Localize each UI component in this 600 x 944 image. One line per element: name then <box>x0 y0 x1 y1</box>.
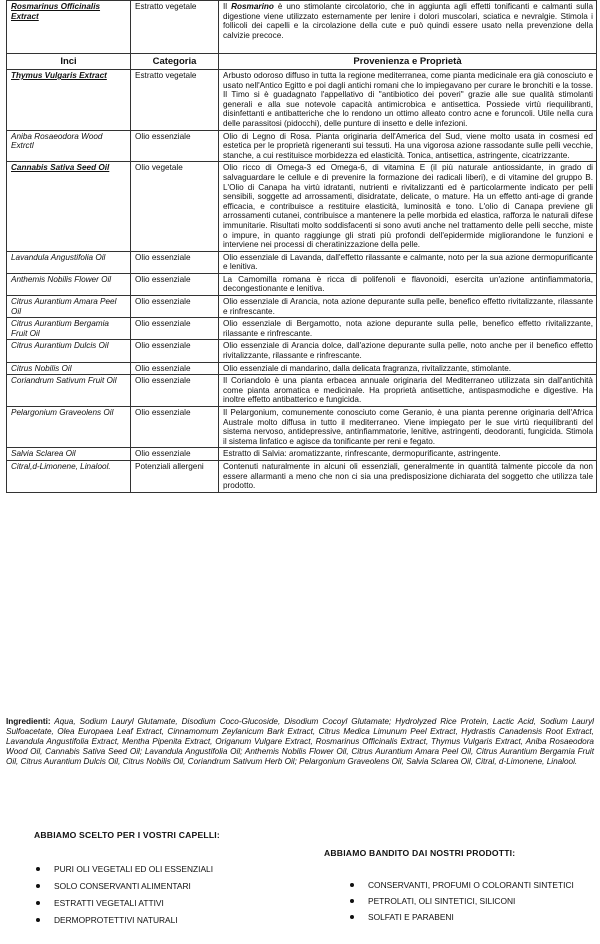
chosen-list <box>36 864 266 932</box>
description-cell: Olio essenziale di mandarino, dalla delicata fragranza, rivitalizzante, stimolante. <box>219 362 597 375</box>
ingredients-label: Ingredienti: <box>6 717 51 726</box>
ingredients-table <box>6 0 597 493</box>
bullet-icon <box>36 918 40 922</box>
inci-name: Lavandula Angustifolia Oil <box>7 251 131 273</box>
inci-name: Citrus Aurantium Amara Peel Oil <box>7 296 131 318</box>
banned-title: ABBIAMO BANDITO DAI NOSTRI PRODOTTI: <box>324 848 516 858</box>
list-item <box>350 912 582 922</box>
inci-name: Thymus Vulgaris Extract <box>7 70 131 131</box>
list-item-label: CONSERVANTI, PROFUMI O COLORANTI SINTETICI <box>368 880 574 890</box>
list-item-label: PURI OLI VEGETALI ED OLI ESSENZIALI <box>54 864 214 874</box>
list-item <box>36 915 266 925</box>
description-cell: Olio essenziale di Bergamotto, nota azione depurante sulla pelle, benefico effetto rivitalizzante, rilassante e rinfrescante. <box>219 318 597 340</box>
list-item <box>350 880 582 890</box>
table-row <box>7 273 597 295</box>
list-item <box>36 864 266 874</box>
list-item-label: PETROLATI, OLI SINTETICI, SILICONI <box>368 896 516 906</box>
category-cell: Olio essenziale <box>131 296 219 318</box>
category-cell: Olio essenziale <box>131 318 219 340</box>
bullet-icon <box>350 883 354 887</box>
bullet-icon <box>350 915 354 919</box>
bullet-icon <box>36 867 40 871</box>
category-cell: Estratto vegetale <box>131 70 219 131</box>
table-row <box>7 296 597 318</box>
list-item-label: DERMOPROTETTIVI NATURALI <box>54 915 178 925</box>
ingredients-list <box>6 717 594 767</box>
table-row <box>7 162 597 251</box>
header-provenienza: Provenienza e Proprietà <box>219 54 597 70</box>
inci-name: Citrus Aurantium Bergamia Fruit Oil <box>7 318 131 340</box>
table-header-row <box>7 54 597 70</box>
bullet-icon <box>36 901 40 905</box>
category-cell: Olio essenziale <box>131 251 219 273</box>
category-cell: Olio vegetale <box>131 162 219 251</box>
table-row <box>7 318 597 340</box>
inci-name: Pelargonium Graveolens Oil <box>7 407 131 448</box>
description-cell: Il Pelargonium, comunemente conosciuto come Geranio, è una pianta perenne originaria dell'Africa Australe molto diffusa in tutto il mediterraneo. Viene impiegato per le sue virtù riequilibranti del sistema nervoso, antidepressive, antinfiammatorie, lenitive, astringenti, deodoranti, fungicida. Stimola il sistema linfatico e agisce da tonificante per reni e fegato. <box>219 407 597 448</box>
list-item <box>36 898 266 908</box>
category-cell: Potenziali allergeni <box>131 460 219 492</box>
category-cell: Estratto vegetale <box>131 1 219 54</box>
list-item-label: SOLO CONSERVANTI ALIMENTARI <box>54 881 191 891</box>
inci-name: Anthemis Nobilis Flower Oil <box>7 273 131 295</box>
inci-name: Citrus Aurantium Dulcis Oil <box>7 340 131 362</box>
table-row <box>7 130 597 162</box>
description-cell: Il Rosmarino è uno stimolante circolatorio, che in aggiunta agli effetti tonificanti e calmanti sulla digestione viene utilizzato esternamente per lenire i dolori muscolari, sciatica e nevralgie. Stimola i follicoli dei capelli e la circolazione della cute e può quindi essere usato nella prevenzione della calvizie precoce. <box>219 1 597 54</box>
inci-name: Aniba Rosaeodora Wood Extrctl <box>7 130 131 162</box>
category-cell: Olio essenziale <box>131 407 219 448</box>
category-cell: Olio essenziale <box>131 448 219 461</box>
description-cell: Contenuti naturalmente in alcuni oli essenziali, generalmente in quantità talmente piccole da non essere allarmanti a meno che non ci sia una predisposizione dichiarata del soggetto che utilizza tale prodotto. <box>219 460 597 492</box>
list-item <box>36 881 266 891</box>
table-row <box>7 448 597 461</box>
description-cell: Olio essenziale di Lavanda, dall'effetto rilassante e calmante, noto per la sua azione dermopurificante e lenitiva. <box>219 251 597 273</box>
header-categoria: Categoria <box>131 54 219 70</box>
header-inci: Inci <box>7 54 131 70</box>
inci-name: Cannabis Sativa Seed Oil <box>7 162 131 251</box>
chosen-title: ABBIAMO SCELTO PER I VOSTRI CAPELLI: <box>34 830 220 840</box>
table-row-rosmarinus <box>7 1 597 54</box>
table-row <box>7 251 597 273</box>
bullet-icon <box>36 884 40 888</box>
description-cell: Olio essenziale di Arancia dolce, dall'azione depurante sulla pelle, noto anche per il benefico effetto rivitalizzante, rilassante e rinfrescante. <box>219 340 597 362</box>
inci-name: Citrus Nobilis Oil <box>7 362 131 375</box>
category-cell: Olio essenziale <box>131 273 219 295</box>
category-cell: Olio essenziale <box>131 130 219 162</box>
description-cell: Estratto di Salvia: aromatizzante, rinfrescante, dermopurificante, astringente. <box>219 448 597 461</box>
description-cell: Olio essenziale di Arancia, nota azione depurante sulla pelle, benefico effetto rivitalizzante, rilassante e rinfrescante. <box>219 296 597 318</box>
table-row <box>7 407 597 448</box>
inci-name: Rosmarinus Officinalis Extract <box>7 1 131 54</box>
inci-name: Coriandrum Sativum Fruit Oil <box>7 375 131 407</box>
table-row <box>7 70 597 131</box>
category-cell: Olio essenziale <box>131 340 219 362</box>
bullet-icon <box>350 899 354 903</box>
table-row <box>7 375 597 407</box>
table-row <box>7 340 597 362</box>
ingredients-text: Aqua, Sodium Lauryl Glutamate, Disodium Coco-Glucoside, Disodium Cocoyl Glutamate; Hydrolyzed Rice Protein, Lactic Acid, Sodium Lauryl Sulfoacetate, Olea Europaea Leaf Extract, Cinnamomum Zeylanicum Bark Extract, Citrus Medica Limunum Peel Extract, Hydrastis Canadensis Root Extract, Lavandula Angustifolia Extract, Mentha Pipenita Extract, Origanum Vulgare Extract, Rosmarinus Officinalis Extract, Thymus Vulgaris Extract, Aniba Rosaeodora Wood Oil, Cannabis Sativa Seed Oil; Lavandula Angustifolia Oil; Anthemis Nobilis Flower Oil, Citrus Aurantium Amara Peel Oil, Citrus Aurantium Bergamia Fruit Oil, Citrus Aurantium Dulcis Oil, Citrus Nobilis Oil, Coriandrum Sativum Herb Oil; Pelargonium Graveolens Oil, Salvia Sclarea Oil, Citral, d-Limonene, Linalool. <box>6 717 594 766</box>
table-row <box>7 362 597 375</box>
inci-name: Salvia Sclarea Oil <box>7 448 131 461</box>
inci-name: Citral,d-Limonene, Linalool. <box>7 460 131 492</box>
category-cell: Olio essenziale <box>131 362 219 375</box>
description-cell: Arbusto odoroso diffuso in tutta la regione mediterranea, come pianta medicinale era già conosciuto e usato nell'Antico Egitto e poi dagli antichi romani che lo impiegavano per curare le bronchiti e la tosse. Il Timo si è guadagnato l'appellativo di "antibiotico dei poveri" grazie alle sue qualità stimolanti generali e alla sue notevole capacità antimicrobica e antisettica. Possiede virtù riequilibranti, disinfettanti e antibatteriche che lo rendono un ottimo alleato contro acne e foruncoli. Utile nella cura delle parassitosi (pidocchi), delle punture di insetto e delle infezioni. <box>219 70 597 131</box>
description-cell: Olio ricco di Omega-3 ed Omega-6, di vitamina E (il più naturale antiossidante, in grado di salvaguardare le cellule e di prevenire la formazione dei radicali liberi), e di vitamine del gruppo B. L'Olio di Canapa ha virtù idratanti, nutrienti e rivitalizzanti ed è particolarmente indicato per pelli sensibili, soggette ad arrossamenti, disidratate, delicate, o mature. Ha un effetto anti-age di grande efficacia, e contribuisce a restituire elasticità, luminosità e tono. L'olio di Canapa previene gli arrossamenti cutanei, contribuisce a mantenere la pelle morbida ed elastica, rafforza le naturali difese immunitarie. Risultati molto soddisfacenti si sono avuti anche nel trattamento delle pelli secche, miste o impure, in quanto raggiunge gli strati più profondi dell'epidermide migliorandone le funzioni e interviene nei processi di cheratinizzazione della pelle. <box>219 162 597 251</box>
banned-list <box>350 880 582 928</box>
list-item <box>350 896 582 906</box>
list-item-label: SOLFATI E PARABENI <box>368 912 454 922</box>
description-cell: Il Coriandolo è una pianta erbacea annuale originaria del Mediterraneo utilizzata sin dall'antichità come pianta aromatica e medicinale. Ha proprietà antisettiche, antispasmodiche e digestive. Ha inoltre effetto antibatterico e fungicida. <box>219 375 597 407</box>
table-row <box>7 460 597 492</box>
description-cell: Olio di Legno di Rosa. Pianta originaria dell'America del Sud, viene molto usata in cosmesi ed estetica per le proprietà rigeneranti sui tessuti. Ha una vigorosa azione rassodante sulle pelli vecchie, stanche, a cui restituisce morbidezza ed elasticità. Tonica, antisettica, astringente, cicatrizzante. <box>219 130 597 162</box>
description-cell: La Camomilla romana è ricca di polifenoli e flavonoidi, esercita un'azione antinfiammatoria, decongestionante e lenitiva. <box>219 273 597 295</box>
list-item-label: ESTRATTI VEGETALI ATTIVI <box>54 898 164 908</box>
category-cell: Olio essenziale <box>131 375 219 407</box>
